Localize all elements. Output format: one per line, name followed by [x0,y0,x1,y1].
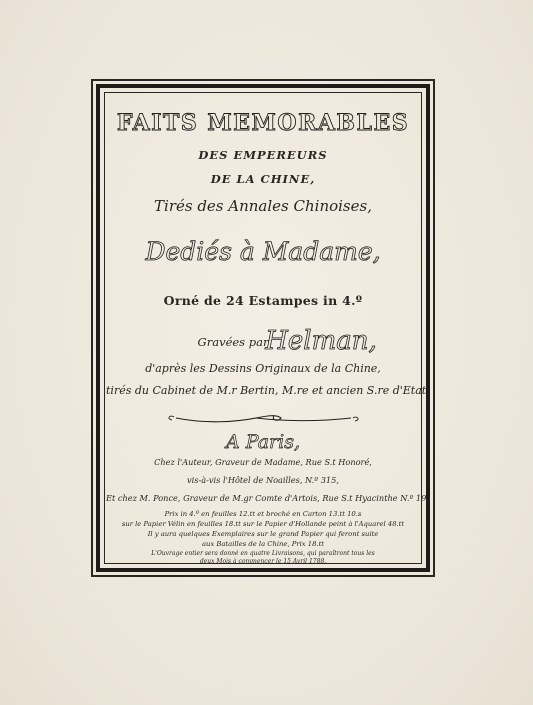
source-line: Tirés des Annales Chinoises, [154,197,372,215]
flourish-divider [106,406,420,430]
engraver-name: Helman, [265,326,377,356]
publisher-line-3: Et chez M. Ponce, Graveur de M.gr Comte d'Artois, Rue S.t Hyacinthe N.º 19. [106,493,429,503]
note-line-2: deux Mois à commencer le 15 Avril 1788. [199,558,327,565]
dedication-line: Dediés à Madame, [145,237,381,266]
subtitle-emperors: DES EMPEREURS [198,148,328,162]
price-line-3: Il y aura quelques Exemplaires sur le grand Papier qui feront suite [147,530,379,538]
main-title: FAITS MEMORABLES [116,110,410,136]
price-line-1: Prix in 4.º en feuilles 12.tt et broché en Carton 13.tt 10.s [164,510,362,518]
title-page [106,94,430,565]
after-drawings-line: d'après les Dessins Originaux de la Chine, [145,362,381,375]
price-line-2: sur le Papier Vélin en feuilles 18.tt sur le Papier d'Hollande peint à l'Aquarel 48.tt [121,520,405,528]
cabinet-line: tirés du Cabinet de M.r Bertin, M.re et ancien S.re d'Etat. [106,384,430,397]
engraver-prefix: Gravées par [197,335,269,349]
publisher-line-2: vis-à-vis l'Hôtel de Noailles, N.º 315, [187,475,339,485]
publisher-line-1: Chez l'Auteur, Graveur de Madame, Rue S.t Honoré, [154,457,372,467]
ornament-line: Orné de 24 Estampes in 4.º [163,293,363,308]
place-line: A Paris, [226,431,300,453]
note-line-1: L'Ouvrage entier sera donné en quatre Livraisons, qui paraîtront tous les [151,550,375,557]
price-line-4: aux Batailles de la Chine, Prix 18.tt [201,540,325,548]
subtitle-china: DE LA CHINE, [210,172,316,186]
